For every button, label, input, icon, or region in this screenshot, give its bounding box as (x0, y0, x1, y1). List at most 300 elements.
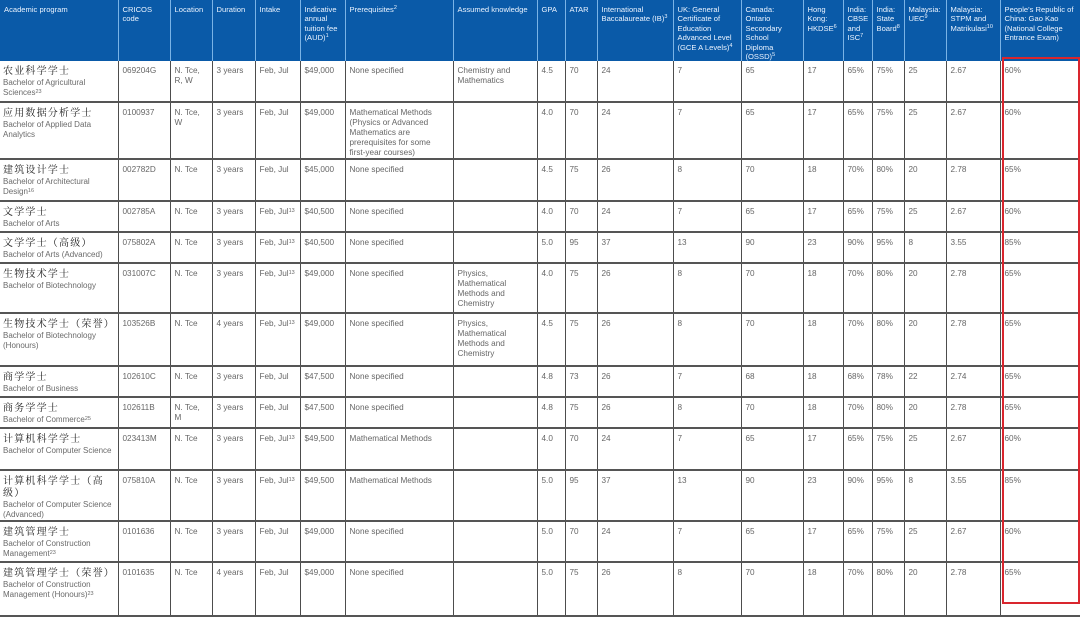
intake-cell (255, 397, 300, 428)
cricos-value: 102611B (122, 403, 155, 413)
ib-cell (597, 313, 673, 366)
gpa-value: 4.5 (541, 319, 553, 329)
program-name-text: Bachelor of Computer Science (3, 446, 112, 456)
gpa-cell (537, 263, 565, 313)
fee-cell (300, 159, 345, 201)
ossd-cell (741, 102, 803, 159)
footnote-marker: 23 (49, 550, 56, 557)
state-value: 80% (876, 568, 893, 578)
column-header-stpm (946, 0, 1000, 61)
footnote-marker: 7 (860, 33, 864, 40)
cricos-value: 031007C (122, 269, 156, 279)
cricos-cell (118, 159, 170, 201)
intake-value: Feb, Jul (259, 476, 289, 486)
gpa-value: 4.5 (541, 165, 553, 175)
footnote-marker: 16 (27, 188, 35, 195)
ib-cell (597, 428, 673, 470)
program-name-english (3, 219, 114, 229)
fee-cell (300, 428, 345, 470)
intake-value: Feb, Jul (259, 165, 289, 175)
atar-value: 95 (569, 476, 579, 486)
table-row (0, 61, 1080, 102)
gaokao-cell (1000, 232, 1080, 263)
gaokao-value: 85% (1004, 476, 1021, 486)
fee-cell (300, 201, 345, 232)
ossd-value: 65 (745, 66, 755, 76)
gce-value: 7 (677, 434, 683, 444)
gaokao-cell (1000, 159, 1080, 201)
fee-cell (300, 102, 345, 159)
prereq-value: None specified (349, 269, 404, 279)
ossd-cell (741, 397, 803, 428)
uec-value: 8 (908, 476, 914, 486)
hkdse-cell (803, 313, 843, 366)
uec-value: 25 (908, 66, 918, 76)
program-cell (0, 61, 118, 102)
program-name-text: Bachelor of Construction Management (Honours) (3, 580, 91, 600)
intake-value: Feb, Jul (259, 434, 289, 444)
gce-cell (673, 232, 741, 263)
prereq-value: Mathematical Methods (349, 434, 432, 444)
stpm-cell (946, 562, 1000, 616)
gaokao-value: 85% (1004, 238, 1021, 248)
hkdse-value: 17 (807, 527, 817, 537)
prereq-value: None specified (349, 568, 404, 578)
program-name-text: Bachelor of Business (3, 384, 79, 394)
cricos-cell (118, 562, 170, 616)
table-row (0, 470, 1080, 521)
table-row (0, 159, 1080, 201)
atar-cell (565, 102, 597, 159)
program-name-chinese: 建筑管理学士 (3, 527, 71, 539)
gce-value: 8 (677, 403, 683, 413)
location-cell (170, 366, 212, 397)
state-value: 80% (876, 319, 893, 329)
duration-cell (212, 232, 255, 263)
column-header-state-board (872, 0, 904, 61)
hkdse-value: 18 (807, 269, 817, 279)
column-header-gpa (537, 0, 565, 61)
column-header-tuition-fee (300, 0, 345, 61)
program-name-text: Bachelor of Arts (Advanced) (3, 250, 103, 260)
fee-value: $47,500 (304, 372, 335, 382)
cbse-cell (843, 61, 872, 102)
intake-value: Feb, Jul (259, 269, 289, 279)
ossd-cell (741, 61, 803, 102)
uec-value: 20 (908, 165, 918, 175)
gaokao-value: 65% (1004, 269, 1021, 279)
footnote-marker: 5 (772, 52, 776, 59)
cbse-value: 65% (847, 207, 864, 217)
gaokao-cell (1000, 428, 1080, 470)
intake-value: Feb, Jul (259, 66, 289, 76)
gce-value: 8 (677, 319, 683, 329)
footnote-marker: 23 (87, 591, 94, 598)
program-name-chinese: 文学学士（高级） (3, 238, 93, 250)
fee-cell (300, 470, 345, 521)
location-value: N. Tce (174, 476, 198, 486)
stpm-value: 2.78 (950, 165, 967, 175)
table-row (0, 201, 1080, 232)
gce-value: 8 (677, 269, 683, 279)
prereq-cell (345, 521, 453, 562)
uec-cell (904, 521, 946, 562)
hkdse-value: 18 (807, 319, 817, 329)
column-header-label: India: State Board (876, 5, 897, 33)
program-name-chinese: 计算机科学学士（高级） (3, 476, 104, 500)
stpm-cell (946, 428, 1000, 470)
column-header-label: Malaysia: STPM and Matrikulasi (950, 5, 987, 33)
atar-cell (565, 232, 597, 263)
cricos-value: 069204G (122, 66, 157, 76)
assumed-cell (453, 521, 537, 562)
gce-value: 8 (677, 165, 683, 175)
gaokao-cell (1000, 263, 1080, 313)
cricos-value: 002785A (122, 207, 156, 217)
ossd-cell (741, 562, 803, 616)
cbse-cell (843, 313, 872, 366)
program-name-english (3, 120, 114, 140)
gpa-value: 4.0 (541, 434, 553, 444)
gaokao-cell (1000, 61, 1080, 102)
ossd-cell (741, 470, 803, 521)
hkdse-value: 17 (807, 66, 817, 76)
cbse-value: 90% (847, 476, 864, 486)
location-value: N. Tce (174, 269, 198, 279)
stpm-cell (946, 102, 1000, 159)
table-row (0, 397, 1080, 428)
fee-cell (300, 562, 345, 616)
stpm-cell (946, 397, 1000, 428)
duration-cell (212, 102, 255, 159)
gaokao-value: 65% (1004, 568, 1021, 578)
cbse-value: 65% (847, 108, 864, 118)
hkdse-value: 23 (807, 476, 817, 486)
cricos-cell (118, 397, 170, 428)
program-cell (0, 313, 118, 366)
hkdse-cell (803, 428, 843, 470)
location-cell (170, 470, 212, 521)
uec-cell (904, 159, 946, 201)
prereq-cell (345, 313, 453, 366)
stpm-value: 3.55 (950, 238, 967, 248)
state-cell (872, 102, 904, 159)
ib-value: 24 (601, 207, 611, 217)
gaokao-value: 60% (1004, 527, 1021, 537)
gaokao-cell (1000, 397, 1080, 428)
program-name-chinese: 建筑管理学士（荣誉） (3, 568, 115, 580)
state-value: 80% (876, 403, 893, 413)
gaokao-cell (1000, 313, 1080, 366)
stpm-cell (946, 61, 1000, 102)
footnote-marker: 3 (664, 14, 668, 21)
program-name-english (3, 177, 114, 197)
assumed-cell (453, 366, 537, 397)
gce-cell (673, 521, 741, 562)
ib-cell (597, 201, 673, 232)
prereq-cell (345, 61, 453, 102)
uec-cell (904, 428, 946, 470)
program-name-english (3, 580, 114, 600)
atar-cell (565, 397, 597, 428)
fee-value: $40,500 (304, 207, 335, 217)
cricos-cell (118, 521, 170, 562)
gpa-value: 4.0 (541, 207, 553, 217)
prereq-cell (345, 397, 453, 428)
table-row (0, 313, 1080, 366)
hkdse-value: 17 (807, 207, 817, 217)
gaokao-value: 65% (1004, 319, 1021, 329)
atar-cell (565, 201, 597, 232)
uec-value: 22 (908, 372, 918, 382)
program-cell (0, 159, 118, 201)
ossd-value: 70 (745, 319, 755, 329)
hkdse-cell (803, 263, 843, 313)
gaokao-value: 60% (1004, 66, 1021, 76)
prereq-cell (345, 562, 453, 616)
gce-cell (673, 201, 741, 232)
gpa-cell (537, 61, 565, 102)
location-value: N. Tce, W (174, 108, 200, 128)
program-cell (0, 232, 118, 263)
intake-value: Feb, Jul (259, 207, 289, 217)
ossd-cell (741, 366, 803, 397)
program-name-english (3, 250, 114, 260)
program-name-english (3, 331, 114, 351)
ossd-cell (741, 232, 803, 263)
column-header-cbse-isc (843, 0, 872, 61)
atar-cell (565, 159, 597, 201)
gce-cell (673, 366, 741, 397)
gce-cell (673, 61, 741, 102)
column-header-label: Hong Kong: HKDSE (807, 5, 834, 33)
state-value: 95% (876, 238, 893, 248)
cricos-cell (118, 366, 170, 397)
gpa-value: 5.0 (541, 527, 553, 537)
location-value: N. Tce (174, 165, 198, 175)
intake-value: Feb, Jul (259, 403, 289, 413)
ib-value: 24 (601, 108, 611, 118)
column-header-uec (904, 0, 946, 61)
cbse-cell (843, 102, 872, 159)
ib-cell (597, 470, 673, 521)
gaokao-cell (1000, 521, 1080, 562)
cbse-value: 65% (847, 434, 864, 444)
prereq-value: Mathematical Methods (349, 476, 432, 486)
stpm-value: 2.78 (950, 403, 967, 413)
cbse-value: 70% (847, 568, 864, 578)
ib-cell (597, 61, 673, 102)
column-header-label: UK: General Certificate of Education Advanced Level (GCE A Levels) (677, 5, 732, 52)
uec-value: 8 (908, 238, 914, 248)
gaokao-value: 65% (1004, 165, 1021, 175)
assumed-cell (453, 397, 537, 428)
intake-cell (255, 470, 300, 521)
state-cell (872, 428, 904, 470)
cricos-value: 102610C (122, 372, 156, 382)
cricos-value: 0101636 (122, 527, 155, 537)
gpa-cell (537, 201, 565, 232)
location-cell (170, 232, 212, 263)
column-header-assumed-knowledge (453, 0, 537, 61)
program-name-text: Bachelor of Computer Science (Advanced) (3, 500, 112, 520)
column-header-location (170, 0, 212, 61)
footnote-marker: 4 (729, 42, 733, 49)
program-name-chinese: 生物技术学士（荣誉） (3, 319, 115, 331)
prereq-value: None specified (349, 527, 404, 537)
fee-value: $49,000 (304, 568, 335, 578)
cricos-cell (118, 102, 170, 159)
intake-cell (255, 61, 300, 102)
duration-value: 3 years (216, 434, 244, 444)
uec-value: 25 (908, 207, 918, 217)
column-header-label: Malaysia: UEC (908, 5, 941, 24)
ossd-value: 65 (745, 207, 755, 217)
assumed-value: Physics, Mathematical Methods and Chemistry (457, 319, 507, 359)
program-name-english (3, 415, 114, 425)
program-name-text: Bachelor of Commerce (3, 415, 85, 425)
state-cell (872, 397, 904, 428)
stpm-value: 2.78 (950, 319, 967, 329)
location-value: N. Tce (174, 434, 198, 444)
atar-value: 75 (569, 568, 579, 578)
uec-cell (904, 313, 946, 366)
ib-value: 24 (601, 434, 611, 444)
gpa-value: 4.5 (541, 66, 553, 76)
duration-cell (212, 366, 255, 397)
ib-cell (597, 263, 673, 313)
intake-cell (255, 263, 300, 313)
cricos-cell (118, 470, 170, 521)
prereq-cell (345, 232, 453, 263)
stpm-cell (946, 366, 1000, 397)
duration-value: 3 years (216, 476, 244, 486)
cricos-cell (118, 232, 170, 263)
stpm-cell (946, 521, 1000, 562)
cbse-cell (843, 159, 872, 201)
program-name-chinese: 生物技术学士 (3, 269, 71, 281)
atar-value: 70 (569, 434, 579, 444)
cbse-value: 65% (847, 66, 864, 76)
duration-cell (212, 61, 255, 102)
column-header-gce-a-levels (673, 0, 741, 61)
gaokao-cell (1000, 102, 1080, 159)
duration-value: 3 years (216, 372, 244, 382)
ossd-value: 70 (745, 165, 755, 175)
fee-value: $49,500 (304, 476, 335, 486)
footnote-marker: 13 (288, 270, 295, 277)
hkdse-cell (803, 562, 843, 616)
stpm-value: 2.67 (950, 66, 967, 76)
uec-value: 20 (908, 403, 918, 413)
state-value: 78% (876, 372, 893, 382)
prereq-cell (345, 470, 453, 521)
uec-cell (904, 366, 946, 397)
uec-value: 20 (908, 319, 918, 329)
footnote-marker: 13 (288, 208, 295, 215)
cricos-value: 075802A (122, 238, 156, 248)
gce-cell (673, 102, 741, 159)
program-name-english (3, 446, 114, 456)
prereq-cell (345, 263, 453, 313)
intake-value: Feb, Jul (259, 319, 289, 329)
ib-cell (597, 102, 673, 159)
footnote-marker: 6 (833, 23, 837, 30)
program-name-text: Bachelor of Biotechnology (Honours) (3, 331, 96, 351)
ossd-value: 90 (745, 476, 755, 486)
fee-cell (300, 232, 345, 263)
uec-value: 20 (908, 568, 918, 578)
hkdse-value: 18 (807, 568, 817, 578)
intake-cell (255, 232, 300, 263)
column-header-academic-program (0, 0, 118, 61)
program-cell (0, 201, 118, 232)
gaokao-cell (1000, 366, 1080, 397)
intake-cell (255, 521, 300, 562)
program-cell (0, 263, 118, 313)
duration-cell (212, 313, 255, 366)
table-row (0, 521, 1080, 562)
intake-cell (255, 201, 300, 232)
intake-cell (255, 159, 300, 201)
footnote-marker: 13 (288, 239, 295, 246)
cricos-value: 075810A (122, 476, 156, 486)
intake-value: Feb, Jul (259, 372, 289, 382)
prereq-value: None specified (349, 66, 404, 76)
column-header-label: International Baccalaureate (IB) (601, 5, 665, 24)
ib-cell (597, 521, 673, 562)
prereq-cell (345, 366, 453, 397)
gce-value: 8 (677, 568, 683, 578)
gpa-cell (537, 159, 565, 201)
duration-value: 3 years (216, 165, 244, 175)
stpm-cell (946, 232, 1000, 263)
column-header-label: Indicative annual tuition fee (AUD) (304, 5, 338, 43)
location-cell (170, 428, 212, 470)
cricos-value: 002782D (122, 165, 156, 175)
hkdse-cell (803, 102, 843, 159)
uec-cell (904, 61, 946, 102)
intake-cell (255, 102, 300, 159)
state-value: 80% (876, 165, 893, 175)
prereq-value: None specified (349, 372, 404, 382)
atar-cell (565, 263, 597, 313)
footnote-marker: 13 (288, 435, 295, 442)
cricos-value: 0101635 (122, 568, 155, 578)
atar-value: 70 (569, 66, 579, 76)
hkdse-value: 18 (807, 165, 817, 175)
column-header-label: Canada: Ontario Secondary School Diploma (OSSD) (745, 5, 782, 62)
column-header-gaokao (1000, 0, 1080, 61)
atar-value: 75 (569, 319, 579, 329)
fee-cell (300, 366, 345, 397)
prereq-cell (345, 201, 453, 232)
assumed-cell (453, 263, 537, 313)
uec-value: 25 (908, 527, 918, 537)
gaokao-value: 65% (1004, 403, 1021, 413)
duration-cell (212, 263, 255, 313)
program-name-text: Bachelor of Agricultural Sciences (3, 78, 86, 98)
column-header-label: CRICOS code (122, 5, 153, 24)
prereq-value: None specified (349, 319, 404, 329)
assumed-cell (453, 313, 537, 366)
hkdse-cell (803, 397, 843, 428)
cbse-value: 70% (847, 403, 864, 413)
duration-value: 3 years (216, 238, 244, 248)
ib-value: 26 (601, 165, 611, 175)
hkdse-value: 18 (807, 372, 817, 382)
program-name-chinese: 商务学学士 (3, 403, 59, 415)
